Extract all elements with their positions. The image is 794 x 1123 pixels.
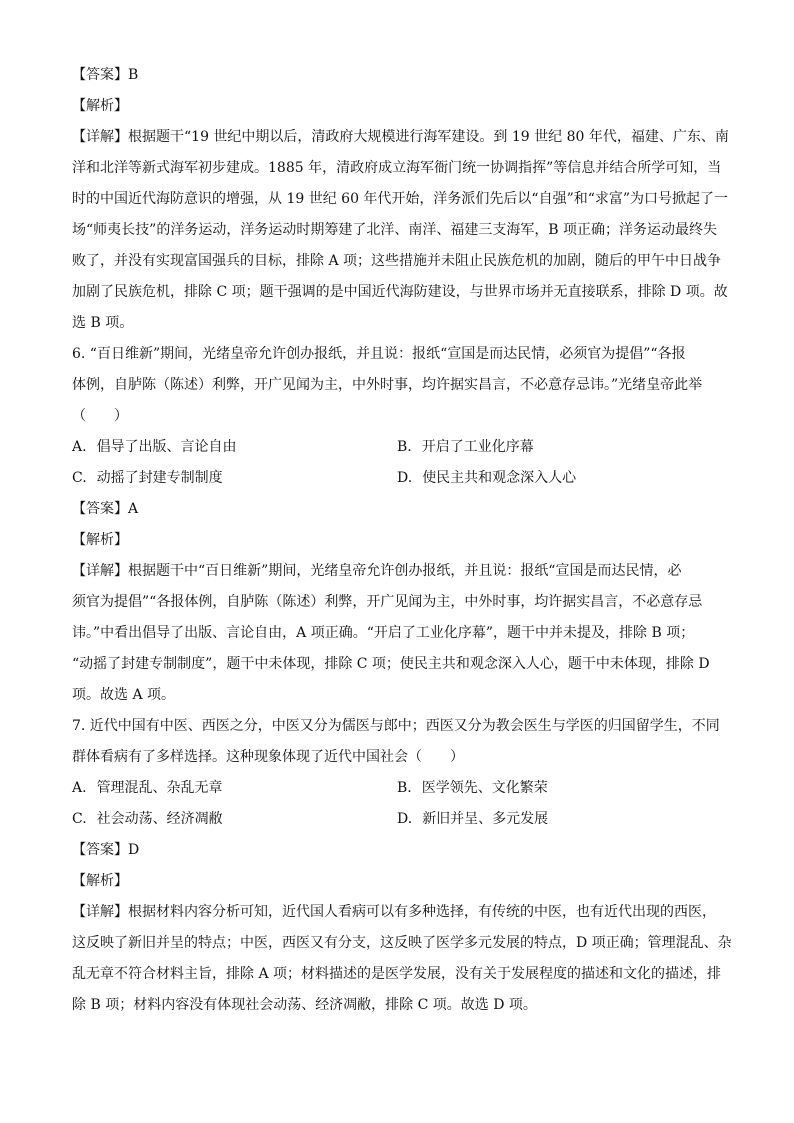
q6-detail-line: 项。故选 A 项。 (72, 687, 176, 703)
q7-option-c: C. 社会动荡、经济凋敝 (72, 811, 223, 827)
q7-options (72, 773, 722, 835)
q5-detail-line: 加剧了民族危机，排除 C 项；题干强调的是中国近代海防建设，与世界市场并无直接联系，排除 D 项。故 (72, 284, 728, 300)
q7-detail-line: 这反映了新旧并呈的特点；中医，西医又有分支，这反映了医学多元发展的特点，D 项正确；管理混乱、杂 (72, 935, 732, 951)
q6-detail-line: 【详解】根据题干中“百日维新”期间，光绪皇帝允许创办报纸，并且说：报纸“宣国是而达民情，必 (72, 563, 682, 579)
q6-option-a: A. 倡导了出版、言论自由 (72, 439, 237, 455)
q6-detail (72, 556, 722, 711)
q7-detail-line: 【详解】根据材料内容分析可知，近代国人看病可以有多种选择，有传统的中医，也有近代出现的西医， (72, 904, 716, 920)
q6-stem-line: （ ） (72, 408, 128, 424)
q7-detail-line: 乱无章不符合材料主旨，排除 A 项；材料描述的是医学发展，没有关于发展程度的描述和文化的描述，排 (72, 966, 722, 982)
q5-analysis-label: 【解析】 (72, 98, 128, 114)
q7-detail-line: 除 B 项；材料内容没有体现社会动荡、经济凋敝，排除 C 项。故选 D 项。 (72, 997, 537, 1013)
q6-options (72, 432, 722, 494)
q7-answer: 【答案】D (72, 842, 140, 858)
q7-option-a: A. 管理混乱、杂乱无章 (72, 780, 223, 796)
q7-stem-line: 群体看病有了多样选择。这种现象体现了近代中国社会（ ） (72, 749, 464, 765)
q5-detail-line: 时的中国近代海防意识的增强，从 19 世纪 60 年代开始，洋务派们先后以“自强”和“求富”为口号掀起了一 (72, 191, 729, 207)
q6-analysis-label: 【解析】 (72, 532, 128, 548)
q5-detail-line: 【详解】根据题干“19 世纪中期以后，清政府大规模进行海军建设。到 19 世纪 80 年代，福建、广东、南 (72, 129, 729, 145)
q6-option-c: C. 动摇了封建专制制度 (72, 470, 223, 486)
q7-option-b: B. 医学领先、文化繁荣 (397, 780, 548, 796)
q6-stem (72, 339, 722, 432)
q5-detail (72, 122, 729, 339)
q6-stem-line: 体例，自胪陈（陈述）利弊，开广见闻为主，中外时事，均许据实昌言，不必意存忌讳。”光绪皇帝此举 (72, 377, 703, 393)
q6-stem-line: 6. “百日维新”期间，光绪皇帝允许创办报纸，并且说：报纸“宣国是而达民情，必须官为提倡”“各报 (72, 346, 686, 362)
q7-detail (72, 897, 732, 1021)
q6-detail-line: 讳。”中看出倡导了出版、言论自由，A 项正确。“开启了工业化序幕”，题干中并未提及，排除 B 项； (72, 625, 695, 641)
q7-option-d: D. 新旧并呈、多元发展 (397, 811, 549, 827)
q6-detail-line: 须官为提倡”“各报体例，自胪陈（陈述）利弊，开广见闻为主，中外时事，均许据实昌言，不必意存忌 (72, 594, 703, 610)
q7-stem (72, 711, 722, 773)
document-page (72, 60, 732, 1021)
q7-stem-line: 7. 近代中国有中医、西医之分，中医又分为儒医与郎中；西医又分为教会医生与学医的归国留学生，不同 (72, 718, 720, 734)
q5-detail-line: 洋和北洋等新式海军初步建成。1885 年，清政府成立海军衙门统一协调指挥”等信息并结合所学可知，当 (72, 160, 722, 176)
q6-option-d: D. 使民主共和观念深入人心 (397, 470, 577, 486)
q5-answer: 【答案】B (72, 67, 139, 83)
q5-detail-line: 选 B 项。 (72, 315, 134, 331)
q5-detail-line: 败了，并没有实现富国强兵的目标，排除 A 项；这些措施并未阻止民族危机的加剧，随后的甲午中日战争 (72, 253, 722, 269)
q7-analysis-label: 【解析】 (72, 873, 128, 889)
q6-answer: 【答案】A (72, 501, 139, 517)
q6-detail-line: “动摇了封建专制制度”，题干中未体现，排除 C 项；使民主共和观念深入人心，题干中未体现，排除 D (72, 656, 710, 672)
q6-option-b: B. 开启了工业化序幕 (397, 439, 534, 455)
q5-detail-line: 场“师夷长技”的洋务运动，洋务运动时期筹建了北洋、南洋、福建三支海军，B 项正确；洋务运动最终失 (72, 222, 718, 238)
